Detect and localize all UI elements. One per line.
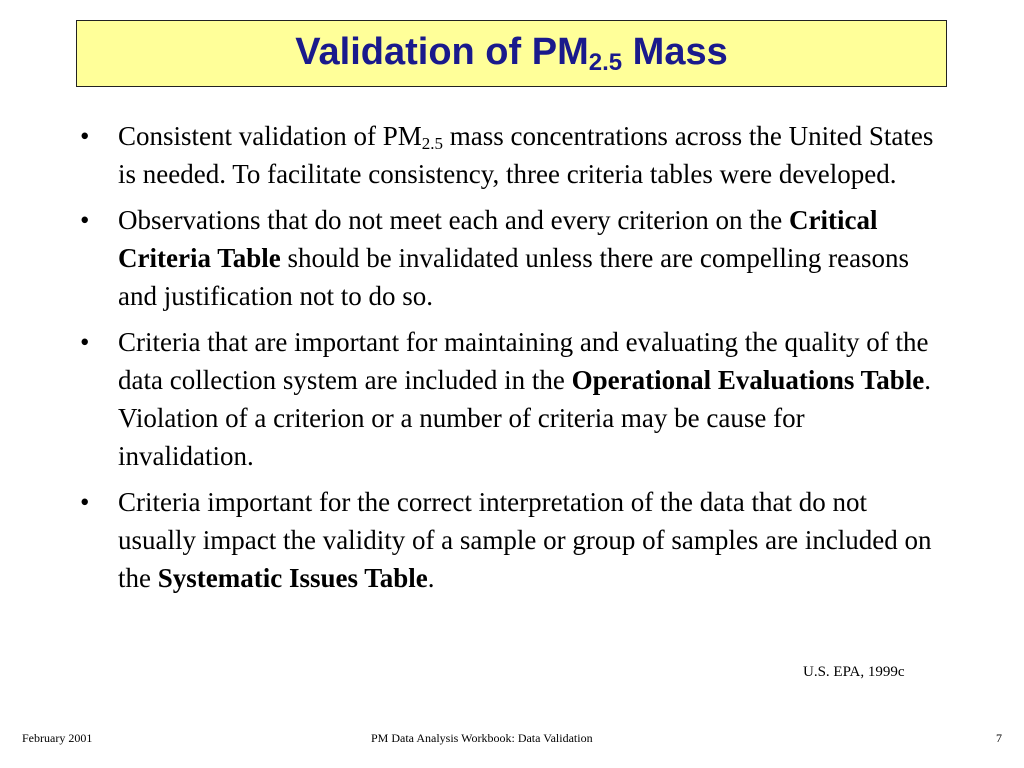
bullet-item-1 xyxy=(80,117,940,193)
title-main: Validation of PM xyxy=(295,30,589,73)
bullet-text-part: Observations that do not meet each and every criterion on the xyxy=(118,205,790,235)
systematic-issues-table-ref: Systematic Issues Table xyxy=(157,563,428,593)
bullet-text-part: . Violation of a criterion or a number of criteria may be cause for invalidation. xyxy=(118,365,931,471)
title-suffix: Mass xyxy=(622,30,728,73)
slide-title xyxy=(295,30,728,76)
bullet-text-part: . xyxy=(427,563,435,593)
footer-date: February 2001 xyxy=(22,731,93,745)
bullet-subscript: 2.5 xyxy=(421,134,443,153)
bullet-item-2 xyxy=(80,201,940,315)
bullet-dot: • xyxy=(80,205,90,235)
bullet-text-part: Consistent validation of PM xyxy=(118,121,422,151)
bullet-list xyxy=(80,117,940,605)
bullet-text-part: mass concentrations across the United States is needed. To facilitate consistency, three criteria tables were developed. xyxy=(118,121,934,189)
title-subscript: 2.5 xyxy=(588,48,623,76)
bullet-text xyxy=(118,323,940,475)
footer-page-number: 7 xyxy=(996,731,1002,745)
bullet-text-part: Criteria important for the correct interpretation of the data that do not usually impact the validity of a sample or group of samples are included on the xyxy=(118,487,932,593)
bullet-text xyxy=(118,201,940,315)
bullet-text xyxy=(118,483,940,597)
bullet-dot: • xyxy=(80,487,90,517)
citation: U.S. EPA, 1999c xyxy=(803,664,905,680)
bullet-dot: • xyxy=(80,327,90,357)
bullet-text-part: Criteria that are important for maintaining and evaluating the quality of the data collection system are included in the xyxy=(118,327,929,395)
footer-title: PM Data Analysis Workbook: Data Validation xyxy=(371,731,593,745)
bullet-text-part: should be invalidated unless there are compelling reasons and justification not to do so. xyxy=(118,243,910,311)
bullet-item-4 xyxy=(80,483,940,597)
title-box xyxy=(76,20,947,87)
critical-criteria-table-ref: Critical Criteria Table xyxy=(118,205,878,273)
operational-evaluations-table-ref: Operational Evaluations Table xyxy=(571,365,925,395)
bullet-text xyxy=(118,117,940,193)
bullet-item-3 xyxy=(80,323,940,475)
bullet-dot: • xyxy=(80,121,90,151)
